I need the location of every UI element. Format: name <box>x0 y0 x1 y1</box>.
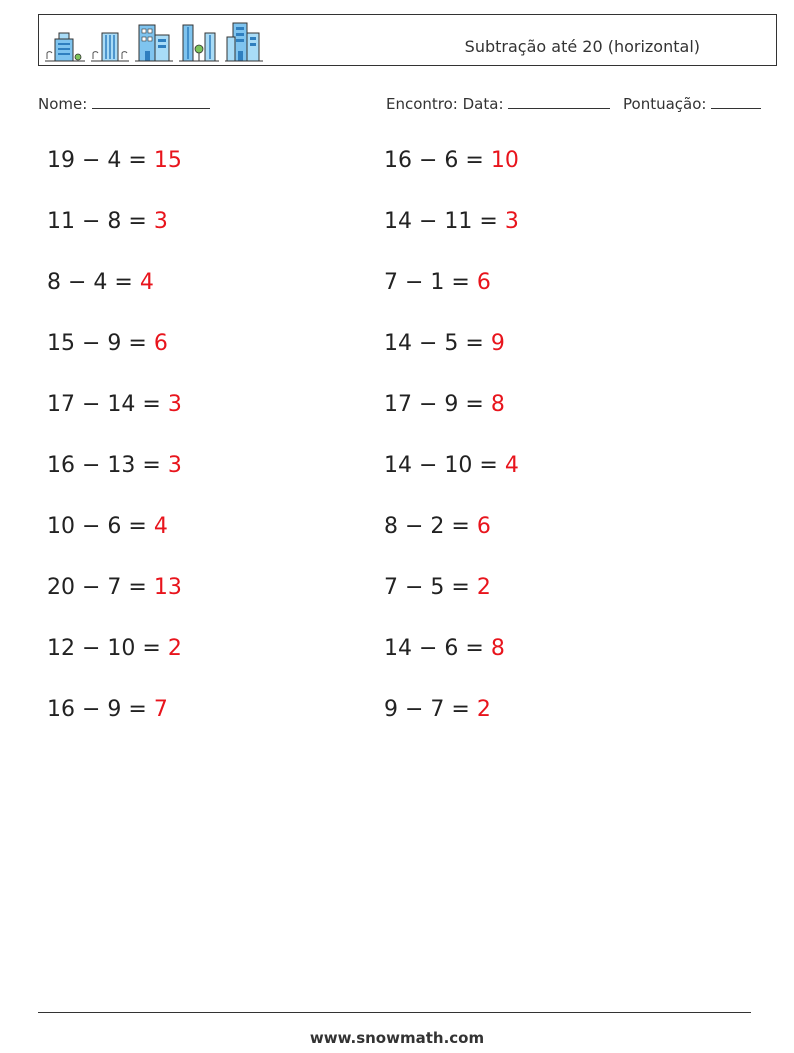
answer: 8 <box>490 392 505 417</box>
expression: 17 − 9 = <box>384 392 491 417</box>
answer: 4 <box>153 514 168 539</box>
expression: 14 − 10 = <box>384 453 505 478</box>
answer: 4 <box>139 270 154 295</box>
expression: 20 − 7 = <box>47 575 154 600</box>
problem <box>384 697 491 722</box>
problem <box>384 209 519 234</box>
problem <box>384 575 491 600</box>
expression: 16 − 13 = <box>47 453 168 478</box>
expression: 7 − 1 = <box>384 270 477 295</box>
answer: 8 <box>490 636 505 661</box>
answer: 9 <box>490 331 505 356</box>
answer: 6 <box>153 331 168 356</box>
answer: 10 <box>490 148 519 173</box>
answer: 3 <box>167 453 182 478</box>
expression: 11 − 8 = <box>47 209 154 234</box>
encounter-date-field <box>386 94 610 113</box>
expression: 10 − 6 = <box>47 514 154 539</box>
apartment-block-icon <box>135 21 173 63</box>
building-icon <box>45 25 85 63</box>
answer: 3 <box>504 209 519 234</box>
problem <box>384 392 505 417</box>
header-box <box>38 14 777 66</box>
problem <box>47 636 182 661</box>
problem <box>47 575 182 600</box>
city-building-icon <box>225 21 263 63</box>
worksheet-title: Subtração até 20 (horizontal) <box>464 37 700 56</box>
problem <box>384 453 519 478</box>
answer: 2 <box>476 575 491 600</box>
office-tower-icon <box>91 25 129 63</box>
expression: 14 − 6 = <box>384 636 491 661</box>
name-blank[interactable] <box>92 94 210 109</box>
expression: 14 − 11 = <box>384 209 505 234</box>
answer: 3 <box>153 209 168 234</box>
problem <box>47 453 182 478</box>
problem <box>47 270 154 295</box>
date-blank[interactable] <box>508 94 610 109</box>
problem <box>47 148 182 173</box>
expression: 14 − 5 = <box>384 331 491 356</box>
footer-divider <box>38 1012 751 1013</box>
expression: 7 − 5 = <box>384 575 477 600</box>
problem <box>47 514 168 539</box>
answer: 2 <box>167 636 182 661</box>
answer: 6 <box>476 514 491 539</box>
expression: 8 − 4 = <box>47 270 140 295</box>
name-field <box>38 94 210 113</box>
expression: 8 − 2 = <box>384 514 477 539</box>
problem <box>384 514 491 539</box>
score-label: Pontuação: <box>623 95 707 113</box>
skyscraper-with-tree-icon <box>179 21 219 63</box>
problem <box>384 636 505 661</box>
answer: 3 <box>167 392 182 417</box>
expression: 17 − 14 = <box>47 392 168 417</box>
name-label: Nome: <box>38 95 88 113</box>
problem <box>47 331 168 356</box>
expression: 12 − 10 = <box>47 636 168 661</box>
problem <box>384 270 491 295</box>
problem <box>47 697 168 722</box>
score-blank[interactable] <box>711 94 761 109</box>
answer: 13 <box>153 575 182 600</box>
answer: 15 <box>153 148 182 173</box>
score-field <box>623 94 761 113</box>
expression: 15 − 9 = <box>47 331 154 356</box>
answer: 6 <box>476 270 491 295</box>
problem <box>47 209 168 234</box>
problem <box>384 148 519 173</box>
building-icons <box>45 21 263 63</box>
problem <box>384 331 505 356</box>
expression: 16 − 6 = <box>384 148 491 173</box>
expression: 19 − 4 = <box>47 148 154 173</box>
footer-url[interactable]: www.snowmath.com <box>309 1029 485 1047</box>
answer: 2 <box>476 697 491 722</box>
expression: 16 − 9 = <box>47 697 154 722</box>
encounter-date-label: Encontro: Data: <box>386 95 504 113</box>
problem <box>47 392 182 417</box>
answer: 4 <box>504 453 519 478</box>
expression: 9 − 7 = <box>384 697 477 722</box>
answer: 7 <box>153 697 168 722</box>
